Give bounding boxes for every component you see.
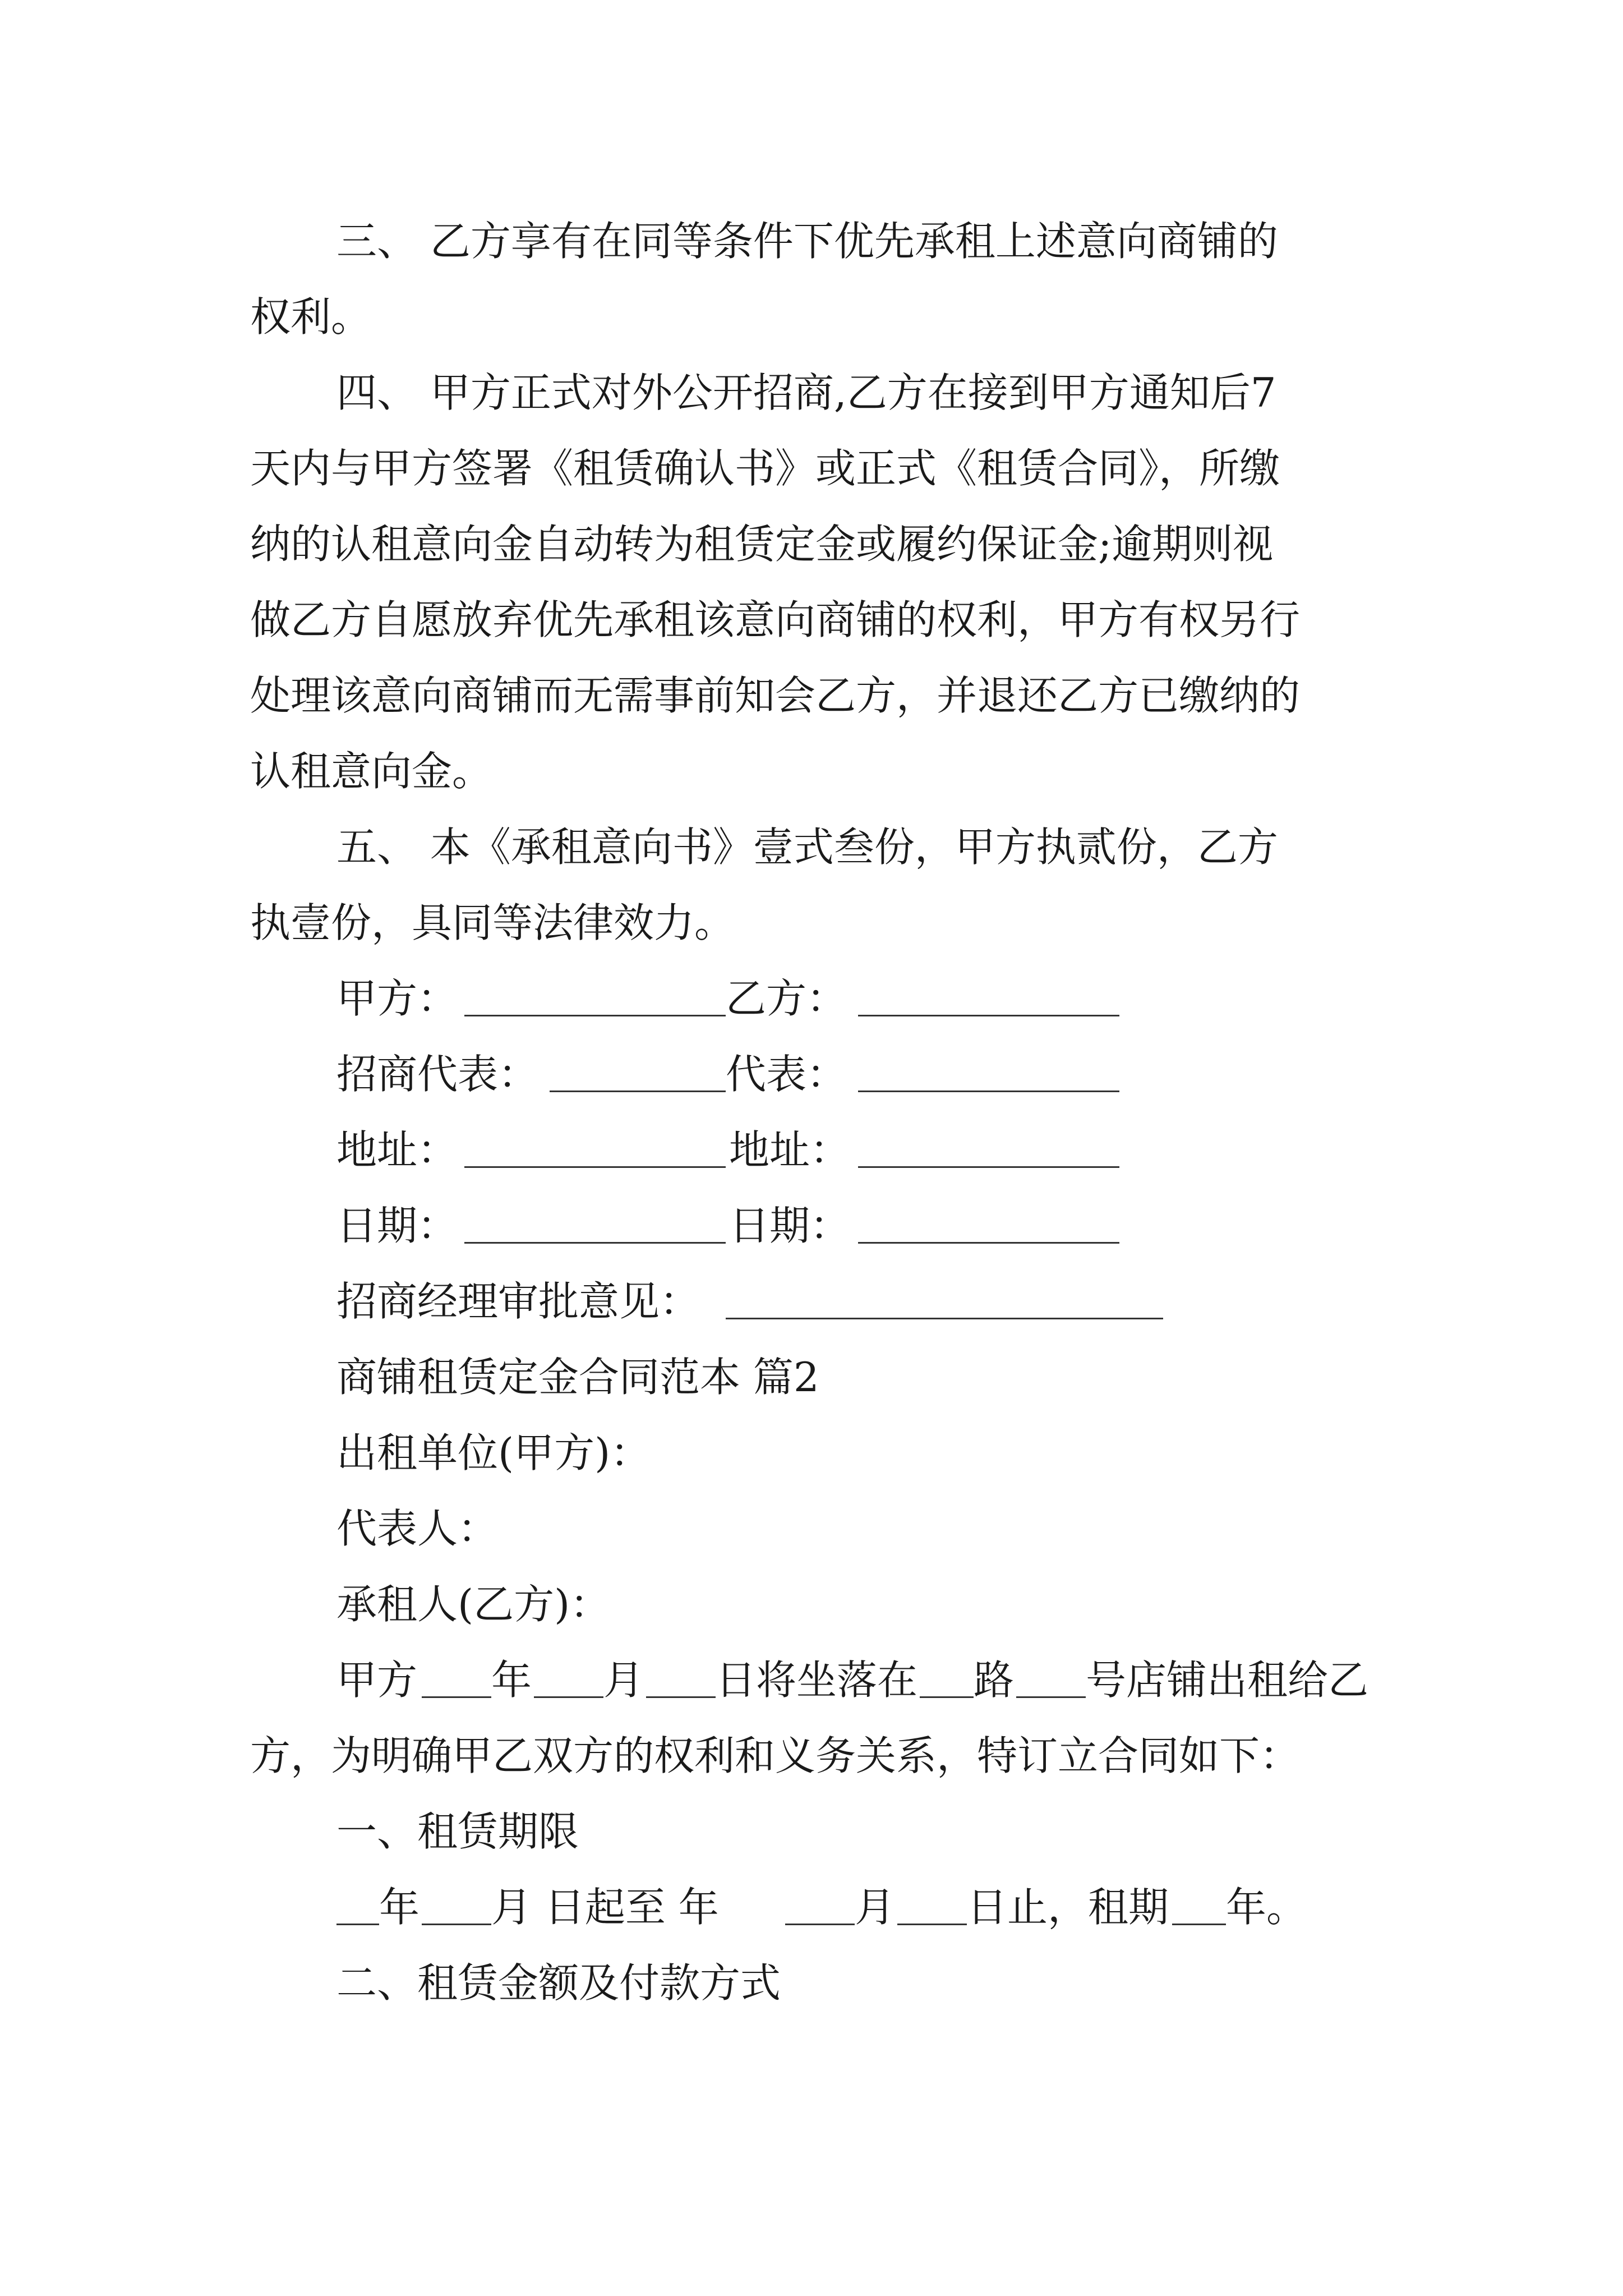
party-b-blank [858, 970, 1119, 1027]
signature-representative-row [0, 1046, 1623, 1102]
intro-road-blank [920, 1652, 974, 1708]
lease-term-line: 年 月 日起至 年 月 日止，租期 年。 [0, 1879, 1623, 1935]
signature-party-row [0, 970, 1623, 1027]
paragraph-4-line-3: 纳的认租意向金自动转为租赁定金或履约保证金;逾期则视 [250, 521, 1274, 568]
rep-a-label: 招商代表： [336, 1051, 539, 1098]
term-end-day-blank [897, 1879, 967, 1935]
paragraph-5-line-1: 五、 本《承租意向书》壹式叁份，甲方执贰份，乙方 [336, 823, 1278, 871]
intro-line-2: 方，为明确甲乙双方的权利和义务关系，特订立合同如下： [250, 1732, 1301, 1779]
rep-b-label: 代表： [726, 1051, 847, 1098]
intro-number-blank [1016, 1652, 1086, 1708]
paragraph-4-line-6: 认租意向金。 [250, 748, 493, 795]
date-b-blank [858, 1198, 1119, 1254]
signature-address-row [0, 1122, 1623, 1178]
party-a-blank [464, 970, 726, 1027]
term-end-month-blank [785, 1879, 855, 1935]
date-b-label: 日期： [729, 1202, 851, 1249]
date-a-blank [464, 1198, 726, 1254]
paragraph-3-line-2: 权利。 [250, 293, 372, 341]
manager-opinion-label: 招商经理审批意见： [336, 1278, 700, 1325]
addr-b-label: 地址： [729, 1126, 851, 1174]
paragraph-5-line-2: 执壹份，具同等法律效力。 [250, 899, 735, 946]
manager-opinion-blank [726, 1273, 1163, 1329]
rep-b-blank [858, 1046, 1119, 1102]
rep-a-blank [550, 1046, 726, 1102]
paragraph-4-line-5: 处理该意向商铺而无需事前知会乙方，并退还乙方已缴纳的 [250, 672, 1301, 719]
intro-year-blank [422, 1652, 491, 1708]
party-b-label: 乙方： [726, 975, 847, 1022]
term-start-year-blank [336, 1879, 379, 1935]
intro-line-1: 甲方 年 月 日将坐落在 路 号店铺出租给乙 [0, 1652, 1623, 1708]
intro-day-blank [646, 1652, 716, 1708]
heading-rent-payment: 二、租赁金额及付款方式 [336, 1959, 781, 2007]
heading-lease-term: 一、租赁期限 [336, 1808, 579, 1855]
party-a-label: 甲方： [336, 975, 458, 1022]
addr-a-label: 地址： [336, 1126, 458, 1174]
representative-line: 代表人： [336, 1505, 499, 1552]
lessor-line: 出租单位(甲方)： [336, 1429, 651, 1476]
paragraph-4-line-4: 做乙方自愿放弃优先承租该意向商铺的权利，甲方有权另行 [250, 596, 1301, 643]
addr-a-blank [464, 1122, 726, 1178]
paragraph-3-line-1: 三、 乙方享有在同等条件下优先承租上述意向商铺的 [336, 218, 1278, 265]
addr-b-blank [858, 1122, 1119, 1178]
signature-date-row [0, 1198, 1623, 1254]
term-years-blank [1172, 1879, 1226, 1935]
paragraph-4-line-2: 天内与甲方签署《租赁确认书》或正式《租赁合同》，所缴 [250, 445, 1280, 492]
intro-month-blank [534, 1652, 603, 1708]
paragraph-4-line-1: 四、 甲方正式对外公开招商,乙方在接到甲方通知后7 [336, 369, 1276, 416]
manager-opinion-row [0, 1273, 1623, 1329]
term-start-month-blank [422, 1879, 491, 1935]
lessee-line: 承租人(乙方)： [336, 1581, 611, 1628]
section-2-title: 商铺租赁定金合同范本 篇2 [336, 1354, 819, 1401]
date-a-label: 日期： [336, 1202, 458, 1249]
